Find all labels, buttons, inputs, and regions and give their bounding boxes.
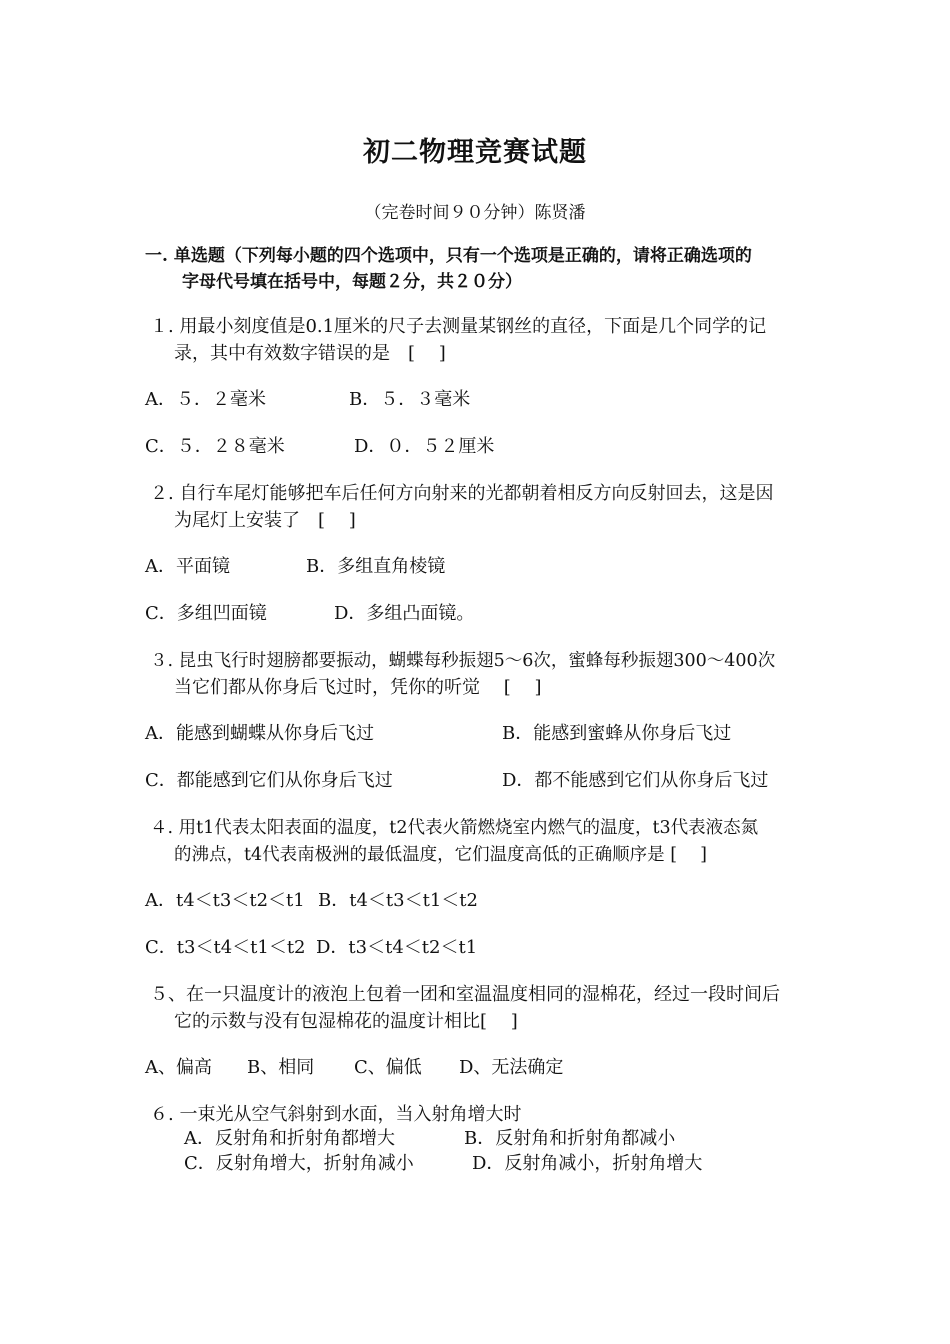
- question-5-option-b: B、相同: [247, 1057, 315, 1078]
- question-1-line1: １. 用最小刻度值是0.1厘米的尺子去测量某钢丝的直径，下面是几个同学的记: [150, 316, 767, 337]
- page-subtitle: （完卷时间９０分钟）陈贤潘: [364, 203, 586, 223]
- question-6-option-a: A．反射角和折射角都增大: [184, 1128, 395, 1149]
- question-2-option-b: B．多组直角棱镜: [306, 556, 446, 577]
- question-1-option-c: C．５．２８毫米: [145, 436, 285, 457]
- question-2-line1: ２. 自行车尾灯能够把车后任何方向射来的光都朝着相反方向反射回去，这是因: [150, 483, 774, 504]
- question-4-option-c: C．t3＜t4＜t1＜t2: [145, 937, 306, 958]
- question-3-option-c: C．都能感到它们从你身后飞过: [145, 770, 393, 791]
- question-1-option-b: B．５．３毫米: [349, 389, 471, 410]
- question-4-line1: ４. 用t1代表太阳表面的温度，t2代表火箭燃烧室内燃气的温度，t3代表液态氮: [150, 818, 759, 838]
- page-title: 初二物理竞赛试题: [363, 137, 587, 168]
- section-heading-line2: 字母代号填在括号中，每题２分，共２０分）: [182, 272, 522, 292]
- question-3-option-d: D．都不能感到它们从你身后飞过: [502, 770, 769, 791]
- question-1-option-a: A．５．２毫米: [145, 389, 266, 410]
- question-3-option-a: A．能感到蝴蝶从你身后飞过: [145, 723, 374, 744]
- question-5-option-d: D、无法确定: [459, 1057, 564, 1078]
- question-6-line1: ６. 一束光从空气斜射到水面，当入射角增大时: [150, 1104, 522, 1125]
- question-2-option-c: C．多组凹面镜: [145, 603, 267, 624]
- question-2-option-d: D．多组凸面镜。: [334, 603, 475, 624]
- question-6-option-b: B．反射角和折射角都减小: [464, 1128, 676, 1149]
- question-4-line2: 的沸点，t4代表南极洲的最低温度，它们温度高低的正确顺序是 [ ]: [174, 845, 707, 865]
- question-1-option-d: D．０．５２厘米: [354, 436, 495, 457]
- question-4-option-a: A．t4＜t3＜t2＜t1: [145, 890, 305, 911]
- question-4-option-d: D．t3＜t4＜t2＜t1: [316, 937, 478, 958]
- question-3-line2: 当它们都从你身后飞过时，凭你的听觉 [ ]: [174, 677, 542, 698]
- question-6-option-d: D．反射角减小，折射角增大: [472, 1153, 703, 1174]
- question-1-line2: 录，其中有效数字错误的是 [ ]: [174, 343, 446, 364]
- question-5-option-c: C、偏低: [354, 1057, 422, 1078]
- question-6-option-c: C．反射角增大，折射角减小: [184, 1153, 414, 1174]
- question-3-option-b: B．能感到蜜蜂从你身后飞过: [502, 723, 732, 744]
- question-2-line2: 为尾灯上安装了 [ ]: [174, 510, 356, 531]
- question-4-option-b: B．t4＜t3＜t1＜t2: [318, 890, 478, 911]
- question-5-line2: 它的示数与没有包湿棉花的温度计相比[ ]: [174, 1011, 518, 1032]
- question-5-line1: ５、在一只温度计的液泡上包着一团和室温温度相同的湿棉花，经过一段时间后: [150, 984, 780, 1005]
- section-heading-line1: 一. 单选题（下列每小题的四个选项中，只有一个选项是正确的，请将正确选项的: [145, 246, 752, 266]
- question-5-option-a: A、偏高: [145, 1057, 212, 1078]
- question-3-line1: ３. 昆虫飞行时翅膀都要振动，蝴蝶每秒振翅5～6次，蜜蜂每秒振翅300～400次: [150, 651, 776, 671]
- question-2-option-a: A．平面镜: [145, 556, 230, 577]
